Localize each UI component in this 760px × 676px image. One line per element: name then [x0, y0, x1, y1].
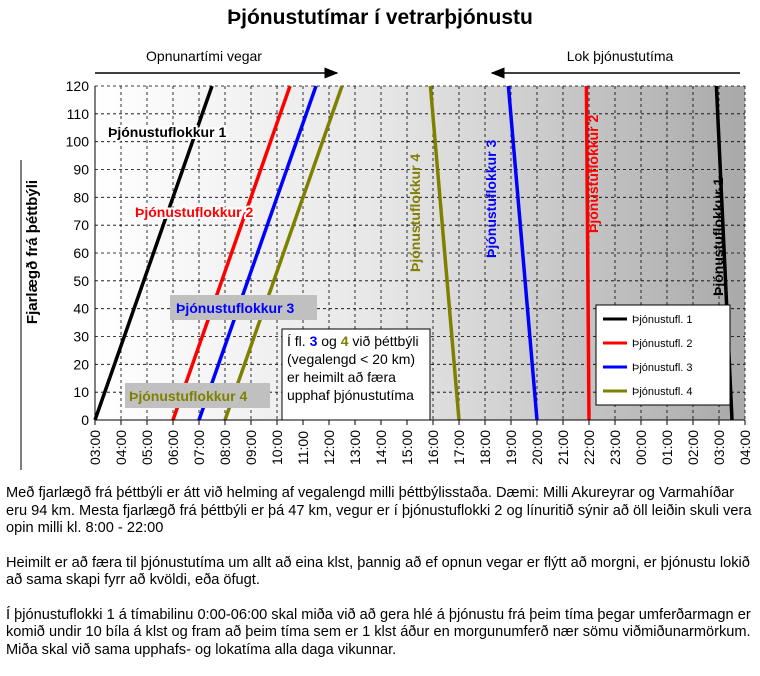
note-paragraph-1: Með fjarlægð frá þéttbýli er átt við helming af vegalengd milli þéttbýlisstaða. Dæmi: Milli Akureyrar og Varmahíðar eru 94 km. Mesta fjarlægð frá þéttbýli er þá 47 km, vegur er í þjónustuflokki 2 og línuritið sýnir að öll leiðin skuli vera opin milli kl. 8:00 - 22:00	[6, 485, 752, 536]
legend-label-2: Þjónustufl. 2	[632, 338, 693, 350]
open-label-class-2: Þjónustuflokkur 2	[135, 204, 254, 220]
x-tick-label: 21:00	[555, 429, 571, 465]
x-tick-label: 04:00	[113, 429, 129, 465]
open-label-class-3: Þjónustuflokkur 3	[176, 300, 295, 316]
note-paragraph-3: Í þjónustuflokki 1 á tímabilinu 0:00-06:00 skal miða við að gera hlé á þjónustu frá þeim tíma þegar umferðarmagn er komið undir 10 bíla á klst og fram að þeim tíma sem er 1 klst áður en morgunumferð nær sömu viðmiðunarmörkum. Miða skal við sama upphafs- og lokatíma alla daga vikunnar.	[6, 606, 751, 658]
x-tick-label: 19:00	[503, 429, 519, 465]
y-tick-label: 20	[73, 356, 89, 373]
x-tick-label: 18:00	[477, 429, 493, 465]
x-tick-label: 12:00	[321, 429, 337, 465]
y-tick-label: 50	[73, 272, 89, 289]
y-tick-label: 0	[81, 412, 89, 428]
x-tick-label: 14:00	[373, 429, 389, 465]
x-tick-label: 04:00	[737, 429, 753, 465]
close-label-class-4: Þjónustuflokkur 4	[407, 153, 423, 272]
legend-label-3: Þjónustufl. 3	[632, 362, 693, 374]
x-tick-label: 13:00	[347, 429, 363, 465]
x-tick-label: 09:00	[243, 429, 259, 465]
notes	[6, 485, 754, 676]
note-line-4: upphaf þjónustutíma	[287, 387, 414, 403]
x-tick-label: 03:00	[87, 429, 103, 465]
y-tick-label: 110	[66, 105, 89, 122]
y-tick-label: 100	[65, 133, 89, 150]
x-tick-label: 06:00	[165, 429, 181, 465]
close-label-class-3: Þjónustuflokkur 3	[483, 139, 499, 258]
y-tick-label: 80	[73, 189, 89, 206]
x-tick-label: 16:00	[425, 429, 441, 465]
note-paragraph-2: Heimilt er að færa til þjónustutíma um allt að eina klst, þannig að ef opnun vegar er flýtt að morgni, er þjónustu lokið að sama skapi fyrr að kvöldi, eða öfugt.	[6, 554, 750, 588]
x-tick-label: 17:00	[451, 429, 467, 465]
x-tick-label: 20:00	[529, 429, 545, 465]
y-axis-title: Fjarlægð frá þéttbýli	[24, 179, 41, 325]
x-tick-label: 22:00	[581, 429, 597, 465]
note-box	[282, 329, 430, 420]
legend	[596, 305, 730, 405]
note-line-3: er heimilt að færa	[287, 369, 396, 385]
x-tick-label: 23:00	[607, 429, 623, 465]
note-line-2: (vegalengd < 20 km)	[287, 351, 416, 367]
x-tick-label: 11:00	[295, 431, 311, 465]
x-tick-label: 00:00	[633, 429, 649, 465]
y-tick-label: 30	[73, 328, 89, 345]
legend-label-1: Þjónustufl. 1	[632, 314, 693, 326]
y-tick-label: 40	[73, 300, 89, 317]
y-tick-label: 10	[73, 384, 89, 401]
note-line-1: Í fl. 3 og 4 við þéttbýli	[287, 333, 419, 349]
x-tick-label: 05:00	[139, 429, 155, 465]
x-tick-label: 01:00	[659, 429, 675, 465]
y-tick-label: 60	[73, 245, 89, 261]
y-tick-label: 90	[73, 161, 89, 178]
x-tick-label: 03:00	[711, 429, 727, 465]
legend-label-4: Þjónustufl. 4	[632, 386, 693, 398]
close-label-class-1: Þjónustuflokkur 1	[710, 177, 726, 296]
x-tick-label: 08:00	[217, 429, 233, 465]
x-tick-label: 10:00	[269, 429, 285, 465]
x-tick-label: 07:00	[191, 429, 207, 465]
chart-title: Þjónustutímar í vetrarþjónustu	[227, 6, 533, 29]
x-tick-label: 15:00	[399, 429, 415, 465]
open-label-class-4: Þjónustuflokkur 4	[129, 388, 248, 404]
close-label-class-2: Þjónustuflokkur 2	[585, 114, 601, 233]
arrow-closing-label: Lok þjónustutíma	[566, 48, 674, 64]
open-label-class-1: Þjónustuflokkur 1	[108, 124, 227, 140]
x-tick-label: 02:00	[685, 429, 701, 465]
y-tick-label: 70	[73, 217, 89, 234]
y-tick-label: 120	[65, 78, 89, 94]
arrow-opening-label: Opnunartími vegar	[146, 48, 262, 64]
